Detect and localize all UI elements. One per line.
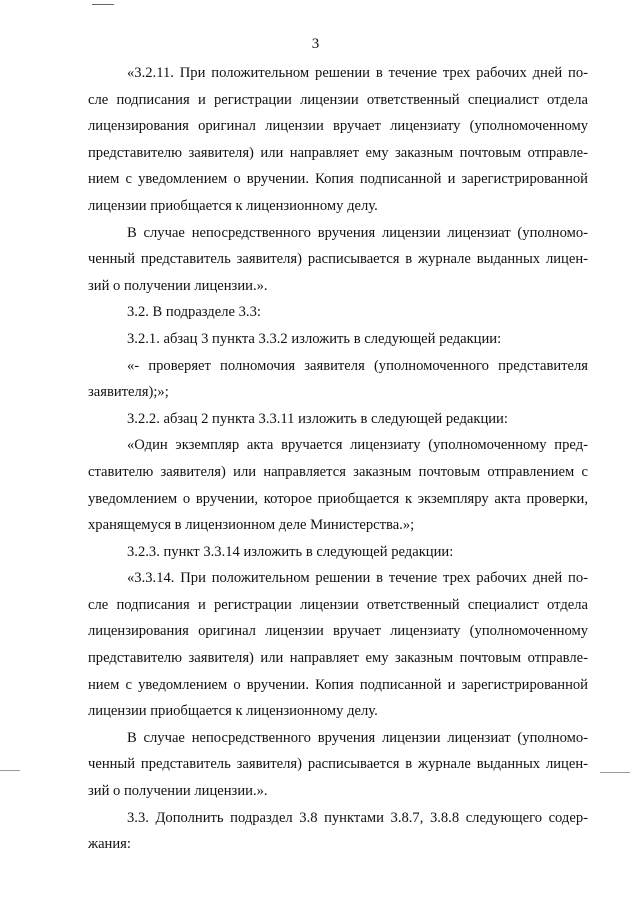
text-line: ченный представитель заявителя) расписывается в журнале выданных лицен- xyxy=(88,756,588,773)
text-line: 3.2.3. пункт 3.3.14 изложить в следующей редакции: xyxy=(127,543,454,560)
text-line: представителю заявителя) или направляет ему заказным почтовым отправле- xyxy=(88,650,588,667)
text-line: хранящемуся в лицензионном деле Министерства.»; xyxy=(88,517,415,534)
text-line: ченный представитель заявителя) расписывается в журнале выданных лицен- xyxy=(88,251,588,268)
text-line: зий о получении лицензии.». xyxy=(88,783,268,800)
text-line: уведомлением о вручении, которое приобщается к экземпляру акта проверки, xyxy=(88,490,588,507)
text-line: лицензии приобщается к лицензионному делу. xyxy=(88,197,378,214)
text-line: нием с уведомлением о вручении. Копия подписанной и зарегистрированной xyxy=(88,676,588,693)
text-line: представителю заявителя) или направляет ему заказным почтовым отправле- xyxy=(88,144,588,161)
text-line: сле подписания и регистрации лицензии ответственный специалист отдела xyxy=(88,596,588,613)
text-line: лицензии приобщается к лицензионному делу. xyxy=(88,703,378,720)
text-line: 3.2. В подразделе 3.3: xyxy=(127,304,261,321)
text-line: В случае непосредственного вручения лицензии лицензиат (уполномо- xyxy=(127,729,588,746)
text-line: лицензирования оригинал лицензии вручает лицензиату (уполномоченному xyxy=(88,118,588,135)
scan-artifact-mark xyxy=(0,770,20,771)
text-line: 3.2.1. абзац 3 пункта 3.3.2 изложить в следующей редакции: xyxy=(127,330,502,347)
text-line: сле подписания и регистрации лицензии ответственный специалист отдела xyxy=(88,91,588,108)
text-line: ставителю заявителя) или направляется заказным почтовым отправлением с xyxy=(88,463,588,480)
text-line: «3.2.11. При положительном решении в течение трех рабочих дней по- xyxy=(127,65,588,81)
text-line: заявителя);»; xyxy=(88,384,169,401)
text-line: 3.3. Дополнить подраздел 3.8 пунктами 3.8.7, 3.8.8 следующего содер- xyxy=(127,809,588,826)
text-line: жания: xyxy=(88,836,131,853)
text-line: 3.2.2. абзац 2 пункта 3.3.11 изложить в следующей редакции: xyxy=(127,410,508,427)
text-line: зий о получении лицензии.». xyxy=(88,277,268,294)
text-line: «3.3.14. При положительном решении в течение трех рабочих дней по- xyxy=(127,570,588,587)
text-line: «Один экземпляр акта вручается лицензиату (уполномоченному пред- xyxy=(127,437,588,454)
page-number: 3 xyxy=(311,36,320,52)
scan-artifact-line xyxy=(92,4,114,5)
document-body xyxy=(88,60,588,858)
text-line: В случае непосредственного вручения лицензии лицензиат (уполномо- xyxy=(127,224,588,241)
text-line: лицензирования оригинал лицензии вручает лицензиату (уполномоченному xyxy=(88,623,588,640)
text-line: «- проверяет полномочия заявителя (уполномоченного представителя xyxy=(127,357,588,374)
scan-artifact-mark xyxy=(600,772,630,773)
text-line: нием с уведомлением о вручении. Копия подписанной и зарегистрированной xyxy=(88,171,588,188)
